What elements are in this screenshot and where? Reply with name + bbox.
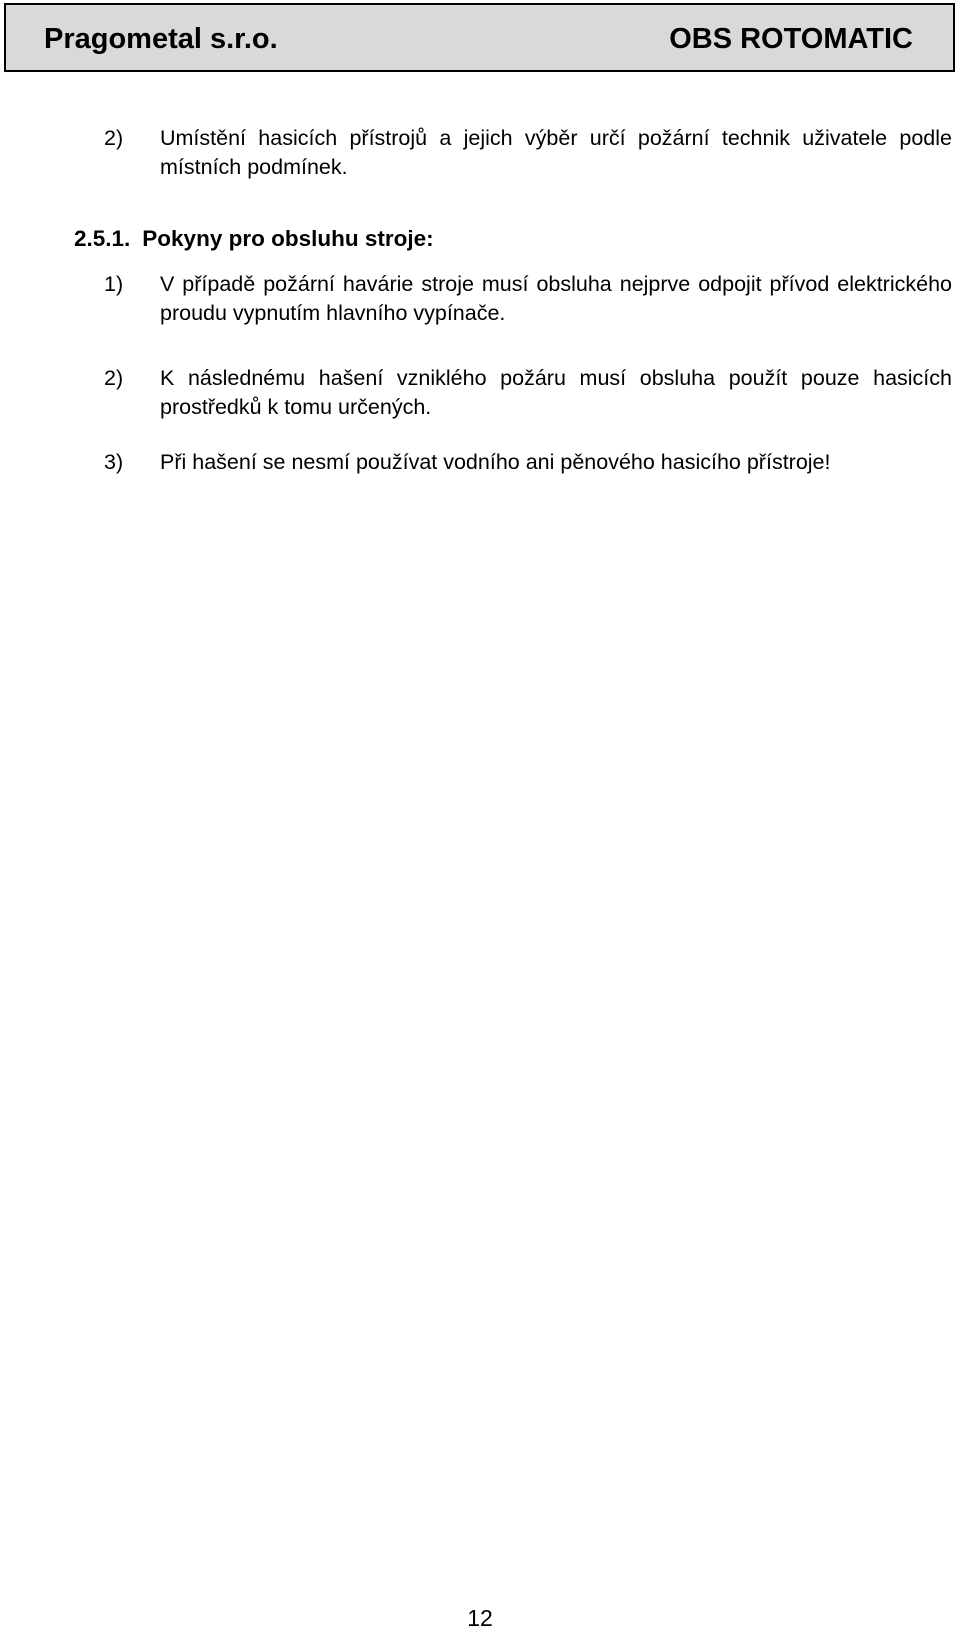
section-title: Pokyny pro obsluhu stroje:: [142, 226, 434, 251]
list-item: [104, 364, 952, 422]
section-heading: [74, 224, 434, 254]
list-item-number: 2): [104, 366, 124, 390]
list-item-text: Při hašení se nesmí používat vodního ani pěnového hasicího přístroje!: [160, 450, 831, 474]
list-item-text: K následnému hašení vzniklého požáru musí obsluha použít pouze hasicích prostředků k tomu určených.: [160, 366, 952, 419]
list-item-number: 3): [104, 450, 124, 474]
list-item-text: Umístění hasicích přístrojů a jejich výběr určí požární technik uživatele podle místních podmínek.: [160, 126, 952, 179]
list-item-number: 1): [104, 272, 124, 296]
intro-list-item: [104, 124, 952, 182]
page-header: [4, 3, 955, 72]
page-number: 12: [467, 1605, 493, 1631]
product-name: OBS ROTOMATIC: [669, 23, 913, 55]
list-item: [104, 270, 952, 328]
section-number: 2.5.1.: [74, 226, 131, 251]
list-item-text: V případě požární havárie stroje musí obsluha nejprve odpojit přívod elektrického proudu vypnutím hlavního vypínače.: [160, 272, 952, 325]
company-name: Pragometal s.r.o.: [44, 23, 278, 55]
list-item-number: 2): [104, 126, 124, 150]
list-item: [104, 448, 952, 477]
